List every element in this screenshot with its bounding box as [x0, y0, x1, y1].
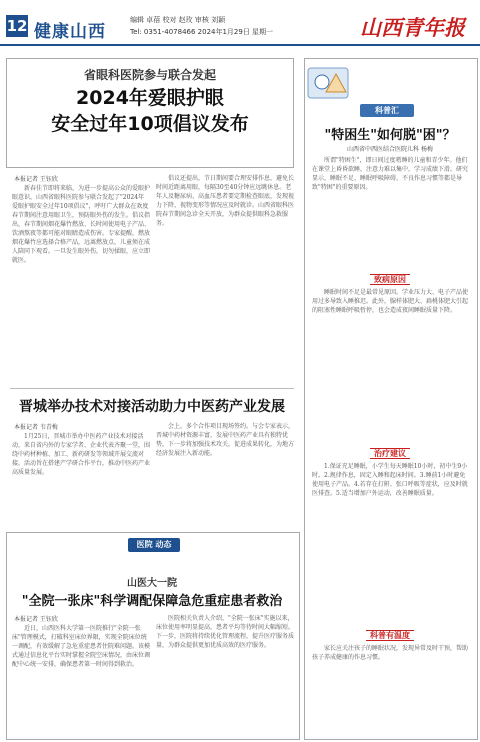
article3-headline: "全院一张床"科学调配保障急危重症患者救治	[21, 594, 283, 609]
section2-label: 治疗建议	[370, 448, 410, 459]
article3-column1	[12, 624, 150, 734]
article1-paragraph2: 倡议还提出，节日期间要合理安排作息，避免长时间近距离用眼，每隔30至40分钟应远眺休息。老年人及糖尿病、高血压患者要定期检查眼底，发现视力下降、视物变形等情况应及时就诊。山西省眼科医院春节期间急诊全天开放，为群众提供眼科急救服务。	[156, 175, 294, 227]
article3-column2	[156, 614, 294, 734]
article4-intro-text: 所谓"特困生"，即日间过度嗜睡的儿童和青少年。他们在课堂上昏昏欲睡，注意力难以集中，学习成绩下滑。研究显示，睡眠不足、睡眠呼吸障碍、不良作息习惯等都是导致"特困"的重要原因。	[312, 157, 469, 191]
header-rule	[0, 44, 480, 46]
article3-byline: 本报记者 王钰欣	[14, 616, 58, 623]
popular-science-badge: 科普汇	[360, 104, 414, 117]
article2-column2	[156, 422, 294, 524]
article4-intro	[312, 156, 470, 266]
article4-section1-body	[312, 288, 470, 438]
article3-paragraph1: 近日，山西医科大学第一医院推行"全院一张床"管理模式，打破科室床位界限，实现全院床位统一调配，有效缓解了急危重症患者住院难问题。该模式通过信息化平台实时掌握全院空床情况，由床位调配中心统一安排，确保患者第一时间得到救治。	[12, 625, 150, 668]
section3-label: 科普有温度	[366, 630, 414, 641]
article2-byline: 本报记者 韦青梅	[14, 424, 58, 431]
divider	[10, 388, 294, 389]
article3-paragraph2: 医院相关负责人介绍，"全院一张床"实施以来，床位使用率明显提高，患者平均等待时间大幅缩短。下一步，医院将持续优化管理流程，提升医疗服务质量，为群众提供更加优质高效的医疗服务。	[156, 615, 294, 649]
article4-section3-heading	[304, 630, 476, 641]
article2-paragraph1: 1月25日，晋城市举办中医药产业技术对接活动，来自省内外的专家学者、企业代表齐聚一堂，围绕中药材种植、加工、新药研发等领域开展交流对接。活动旨在搭建产学研合作平台，推动中医药产业高质量发展。	[12, 433, 150, 476]
article1-paragraph1: 新春佳节即将来临，为进一步提高公众的爱眼护眼意识，山西省眼科医院参与联合发起了"2024年爱眼护眼安全过年10项倡议"，呼吁广大群众在欢度春节期间注意用眼卫生，预防眼外伤的发生。倡议指出，春节期间烟花爆竹燃放、长时间使用电子产品、饮酒熬夜等都可能对眼睛造成伤害。专家提醒，燃放烟花爆竹应选择合格产品，远离燃放点，儿童须在成人陪同下观看。一旦发生眼外伤，切勿揉眼，应立即就医。	[12, 185, 150, 264]
page-header	[0, 0, 480, 44]
article1-column2	[156, 174, 294, 380]
section1-label: 致病原因	[370, 274, 410, 285]
article4-headline: "特困生"如何脱"困"？	[324, 128, 456, 143]
article1-headline-line1: 2024年爱眼护眼	[76, 87, 224, 109]
article4-section1-heading	[304, 274, 476, 285]
page-number: 12	[6, 17, 28, 35]
article1-headline	[0, 85, 300, 137]
article2-column1	[12, 432, 150, 524]
article1-byline: 本报记者 王钰欣	[14, 176, 58, 183]
newspaper-logo: 山西青年报	[360, 15, 465, 40]
section1-text: 睡眠时间不足是最常见原因。学业压力大、电子产品使用过多导致入睡推迟。此外，腺样体肥大、扁桃体肥大引起的阻塞性睡眠呼吸暂停，也会造成夜间睡眠质量下降。	[312, 289, 469, 314]
hospital-news-badge: 医院 动态	[128, 538, 180, 552]
article1-headline-line2: 安全过年10项倡议发布	[51, 113, 249, 135]
article4-section2-heading	[304, 448, 476, 459]
section2-text: 1.保证充足睡眠，小学生每天睡眠10小时，初中生9小时。2.规律作息，固定入睡和起床时间。3.睡前1小时避免使用电子产品。4.若存在打鼾、张口呼吸等症状，应及时就医排查。5.适当增加户外运动，改善睡眠质量。	[312, 463, 468, 497]
contact-date-line: Tel: 0351-4078466 2024年1月29日 星期一	[130, 28, 274, 36]
section-title: 健康山西	[34, 22, 106, 42]
article1-kicker: 省眼科医院参与联合发起	[83, 68, 216, 82]
article1-column1	[12, 184, 150, 380]
editor-line: 编辑 卓蓓 校对 赵玫 审核 刘颖	[130, 16, 226, 24]
article4-subhead: 山西省中西医结合医院儿科 杨梅	[347, 146, 433, 153]
article2-headline: 晋城举办技术对接活动助力中医药产业发展	[19, 399, 285, 415]
article2-paragraph2: 会上，多个合作项目现场签约。与会专家表示，晋城中药材资源丰富，发展中医药产业具有独特优势，下一步将加强技术攻关，促进成果转化，为地方经济发展注入新动能。	[156, 423, 294, 457]
section3-text: 家长应关注孩子的睡眠状况，发现异常及时干预，帮助孩子养成健康的作息习惯。	[312, 645, 469, 661]
science-illustration-icon	[306, 62, 364, 108]
article3-kicker: 山医大一院	[127, 578, 177, 589]
article4-section2-body	[312, 462, 470, 622]
article4-section3-body	[312, 644, 470, 732]
